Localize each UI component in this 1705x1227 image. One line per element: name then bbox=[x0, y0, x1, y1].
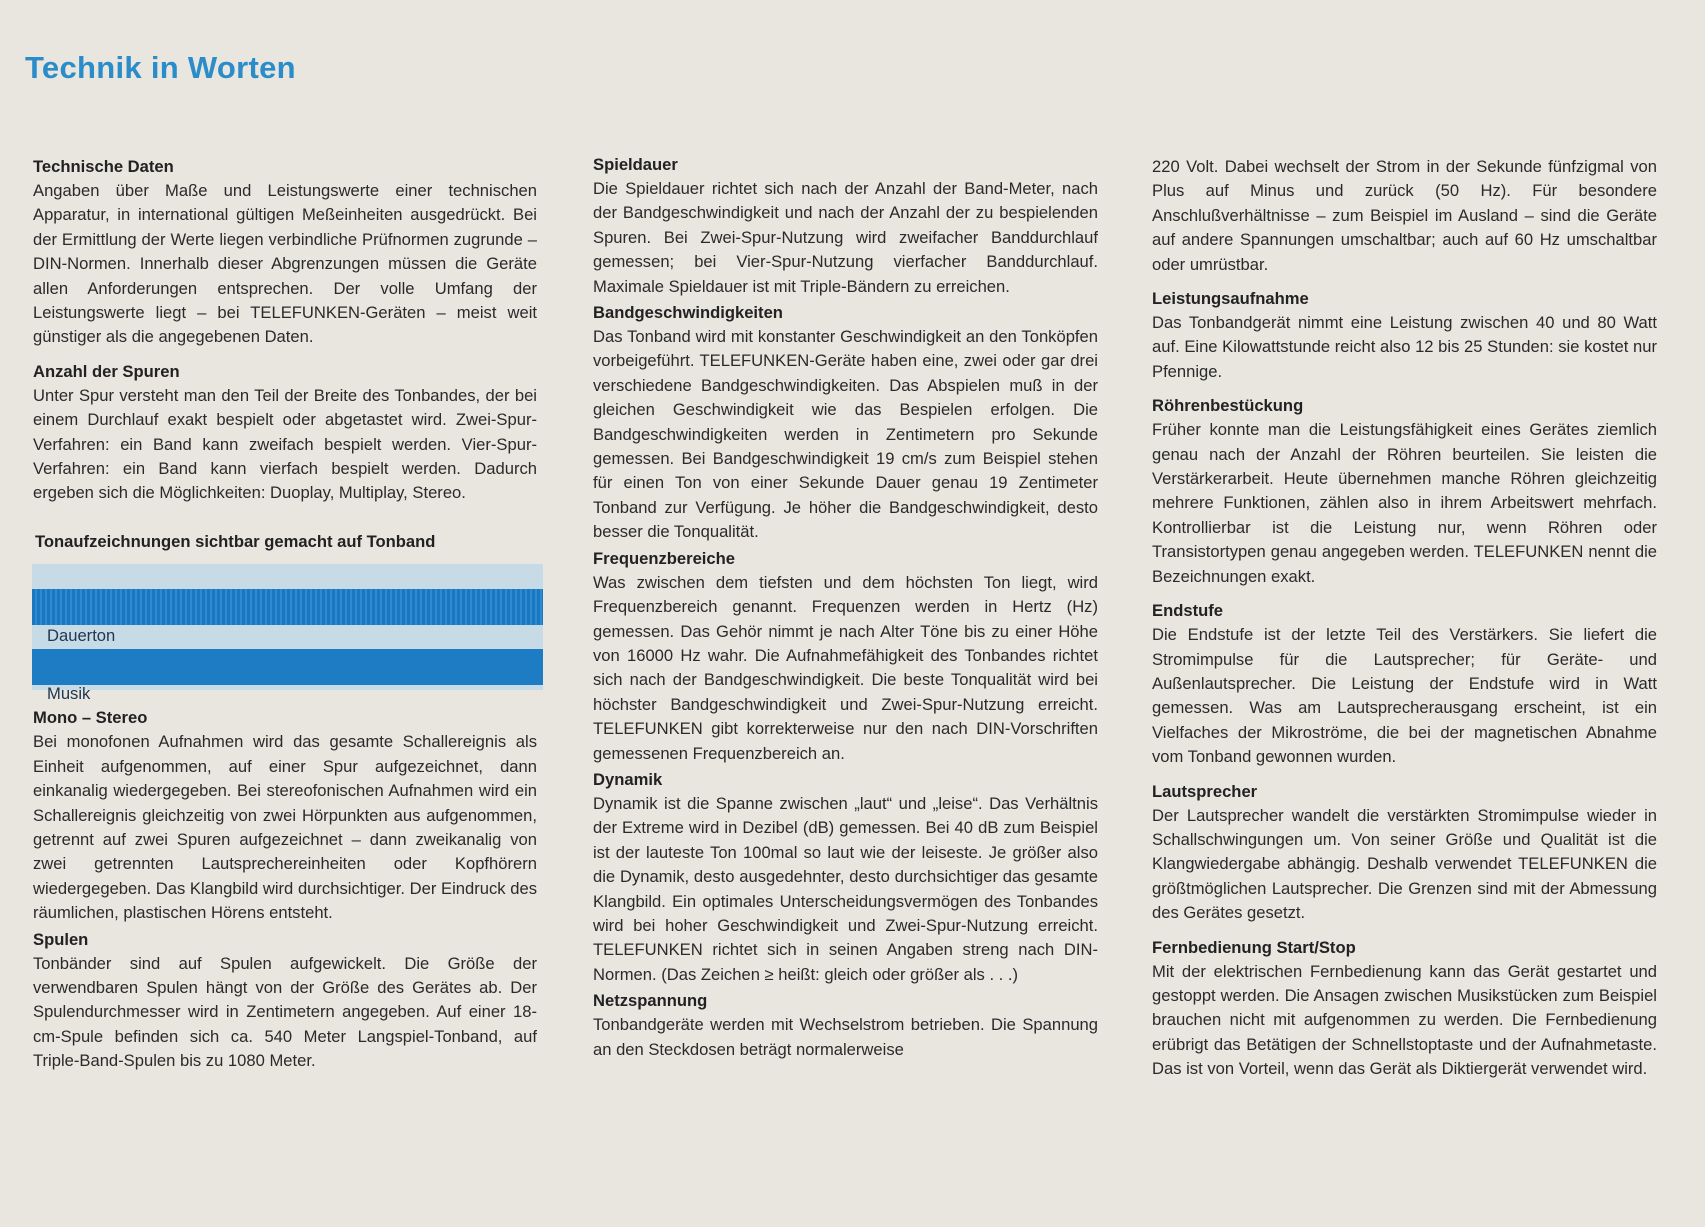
section-heading: Röhrenbestückung bbox=[1152, 396, 1304, 416]
section-heading: Netzspannung bbox=[593, 991, 708, 1011]
section-body: Früher konnte man die Leistungsfähigkeit eines Gerätes ziemlich genau nach der Anzahl der Röhren beurteilen. Sie leisten die Verstärkerarbeit. Heute übernehmen manche Röhren gleichzeitig mehrere Funktionen, zählen also in ihrem Arbeitswert mehrfach. Kontrollierbar ist die Leistung nur, wenn Röhren oder Transistortypen genau angegeben werden. TELEFUNKEN nennt die Bezeichnungen exakt. bbox=[1152, 420, 1657, 586]
section-body: Der Lautsprecher wandelt die verstärkten Stromimpulse wieder in Schallschwingungen um. Von seiner Größe und Qualität ist die Klangwiedergabe abhängig. Deshalb verwendet TELEFUNKEN die größtmöglichen Lautsprecher. Die Grenzen sind mit der Abmessung des Gerätes gesetzt. bbox=[1152, 805, 1657, 923]
section-heading: Fernbedienung Start/Stop bbox=[1152, 937, 1356, 957]
section-body: Die Spieldauer richtet sich nach der Anzahl der Band-Meter, nach der Bandgeschwindigkeit und nach der Anzahl der zu bespielenden Spuren. Bei Zwei-Spur-Nutzung wird zweifacher Banddurchlauf gemessen; bei Vier-Spur-Nutzung vierfacher Banddurchlauf. Maximale Spieldauer ist mit Triple-Bändern zu erreichen. bbox=[593, 179, 1098, 296]
section-body: Das Tonbandgerät nimmt eine Leistung zwischen 40 und 80 Watt auf. Eine Kilowattstunde reicht also 12 bis 25 Stunden: sie kostet nur Pfennige. bbox=[1152, 313, 1657, 381]
section-heading: Lautsprecher bbox=[1152, 781, 1258, 801]
section-heading: Technische Daten bbox=[33, 157, 174, 176]
section-technische-daten bbox=[33, 155, 537, 350]
section-heading: Spieldauer bbox=[593, 155, 678, 174]
section-fernbedienung bbox=[1152, 936, 1657, 1082]
section-leistungsaufnahme bbox=[1152, 287, 1657, 384]
section-heading: Dynamik bbox=[593, 769, 663, 789]
column-3 bbox=[1152, 155, 1657, 1092]
tape-band-dauerton bbox=[32, 589, 543, 625]
tape-label-dauerton: Dauerton bbox=[47, 626, 116, 646]
section-heading: Endstufe bbox=[1152, 601, 1223, 621]
section-heading: Spulen bbox=[33, 929, 89, 949]
section-body: Dynamik ist die Spanne zwischen „laut“ und „leise“. Das Verhältnis der Extreme wird in Dezibel (dB) gemessen. Bei 40 dB zum Beispiel ist der lauteste Ton 100mal so laut wie der leiseste. Je größer also die Dynamik, desto ausgedehnter, desto durchsichtiger das gesamte Klangbild. Ein optimales Unterscheidungsvermögen des Tonbandes wird bei hoher Geschwindigkeit und Zwei-Spur-Nutzung erreicht. TELEFUNKEN richtet sich in seinen Angaben streng nach DIN-Normen. (Das Zeichen ≥ heißt: gleich oder größer als . . .) bbox=[593, 793, 1098, 984]
section-roehrenbestueckung bbox=[1152, 394, 1657, 589]
column-2 bbox=[593, 153, 1098, 1072]
section-heading: Anzahl der Spuren bbox=[33, 361, 180, 381]
section-spieldauer bbox=[593, 153, 1098, 299]
column-1 bbox=[33, 155, 537, 1084]
tape-figure-title: Tonaufzeichnungen sichtbar gemacht auf Tonband bbox=[35, 531, 436, 551]
section-lautsprecher bbox=[1152, 780, 1657, 926]
section-body: 220 Volt. Dabei wechselt der Strom in der Sekunde fünfzigmal von Plus auf Minus und zurück (50 Hz). Für besondere Anschlußverhältnisse – zum Beispiel im Ausland – sind die Geräte auf andere Spannungen umschaltbar; auch auf 60 Hz umschaltbar oder umrüstbar. bbox=[1152, 157, 1657, 274]
section-endstufe bbox=[1152, 599, 1657, 769]
section-spulen bbox=[33, 928, 537, 1074]
section-heading: Mono – Stereo bbox=[33, 708, 148, 728]
tape-band-musik bbox=[32, 649, 543, 685]
section-heading: Frequenzbereiche bbox=[593, 548, 736, 568]
page-title: Technik in Worten bbox=[25, 50, 296, 85]
section-netzspannung-continued bbox=[1152, 155, 1657, 277]
section-body: Die Endstufe ist der letzte Teil des Verstärkers. Sie liefert die Stromimpulse für die Lautsprecher; für Geräte- und Außenlautsprecher. Die Leistung der Endstufe wird in Watt gemessen. Was am Lautsprecherausgang erscheint, ist ein Vielfaches der Mikroströme, die bei der magnetischen Abnahme vom Tonband gewonnen wurden. bbox=[1152, 625, 1657, 767]
section-body: Das Tonband wird mit konstanter Geschwindigkeit an den Tonköpfen vorbeigeführt. TELEFUNKEN-Geräte haben eine, zwei oder gar drei verschiedene Bandgeschwindigkeiten. Das Abspielen muß in der gleichen Geschwindigkeit wie das Bespielen erfolgen. Die Bandgeschwindigkeiten werden in Zentimetern pro Sekunde gemessen. Bei Bandgeschwindigkeit 19 cm/s zum Beispiel stehen für einen Ton von einer Sekunde Dauer genau 19 Zentimeter Tonband zur Verfügung. Je höher die Bandgeschwindigkeit, desto besser die Tonqualität. bbox=[593, 327, 1098, 542]
section-body: Tonbänder sind auf Spulen aufgewickelt. Die Größe der verwendbaren Spulen hängt von der Größe des Gerätes ab. Der Spulendurchmesser wird in Zentimetern angegeben. Auf einer 18-cm-Spule befinden sich ca. 540 Meter Langspiel-Tonband, auf Triple-Band-Spulen bis zu 1080 Meter. bbox=[33, 953, 537, 1071]
tape-label-musik: Musik bbox=[47, 684, 91, 704]
section-anzahl-spuren bbox=[33, 360, 537, 506]
section-bandgeschwindigkeiten bbox=[593, 301, 1098, 545]
section-heading: Leistungsaufnahme bbox=[1152, 289, 1309, 309]
section-body: Was zwischen dem tiefsten und dem höchsten Ton liegt, wird Frequenzbereich genannt. Frequenzen werden in Hertz (Hz) gemessen. Das Gehör nimmt je nach Alter Töne bis zu einer Höhe von 16000 Hz wahr. Die Aufnahmefähigkeit des Tonbandes richtet sich nach der Bandgeschwindigkeit. Die beste Tonqualität wird bei höchster Bandgeschwindigkeit und Zwei-Spur-Nutzung erreicht. TELEFUNKEN gibt korrekterweise nur den nach DIN-Vorschriften gemessenen Frequenzbereich an. bbox=[593, 572, 1098, 763]
section-body: Mit der elektrischen Fernbedienung kann das Gerät gestartet und gestoppt werden. Die Ansagen zwischen Musikstücken zum Beispiel brauchen nicht mit aufgenommen zu werden. Die Fernbedienung erübrigt das Betätigen der Schnellstoptaste und der Aufnahmetaste. Das ist von Vorteil, wenn das Gerät als Diktiergerät verwendet wird. bbox=[1152, 961, 1657, 1079]
section-mono-stereo bbox=[33, 706, 537, 925]
section-heading: Bandgeschwindigkeiten bbox=[593, 303, 783, 323]
tape-figure bbox=[32, 564, 543, 704]
section-netzspannung bbox=[593, 989, 1098, 1062]
section-body: Angaben über Maße und Leistungswerte einer technischen Apparatur, in international gültigen Meßeinheiten ausgedrückt. Bei der Ermittlung der Werte liegen verbindliche Prüfnormen zugrunde – DIN-Normen. Innerhalb dieser Abgrenzungen müssen die Geräte allen Anforderungen entsprechen. Der volle Umfang der Leistungswerte liegt – bei TELEFUNKEN-Geräten – meist weit günstiger als die angegebenen Daten. bbox=[33, 181, 537, 347]
section-frequenzbereiche bbox=[593, 547, 1098, 766]
section-body: Tonbandgeräte werden mit Wechselstrom betrieben. Die Spannung an den Steckdosen beträgt normalerweise bbox=[593, 1015, 1098, 1059]
section-body: Unter Spur versteht man den Teil der Breite des Tonbandes, der bei einem Durchlauf exakt bespielt oder abgetastet wird. Zwei-Spur-Verfahren: ein Band kann zweifach bespielt werden. Vier-Spur-Verfahren: ein Band kann vierfach bespielt werden. Dadurch ergeben sich die Möglichkeiten: Duoplay, Multiplay, Stereo. bbox=[33, 385, 537, 503]
section-dynamik bbox=[593, 768, 1098, 987]
section-body: Bei monofonen Aufnahmen wird das gesamte Schallereignis als Einheit aufgenommen, auf einer Spur aufgezeichnet, dann einkanalig wiedergegeben. Bei stereofonischen Aufnahmen wird ein Schallereignis gleichzeitig von zwei Hörpunkten aus aufgenommen, getrennt auf zwei Spuren aufgezeichnet – dann zweikanalig von zwei getrennten Lautsprechereinheiten oder Kopfhörern wiedergegeben. Das Klangbild wird durchsichtiger. Der Eindruck des räumlichen, plastischen Hörens entsteht. bbox=[33, 732, 537, 923]
